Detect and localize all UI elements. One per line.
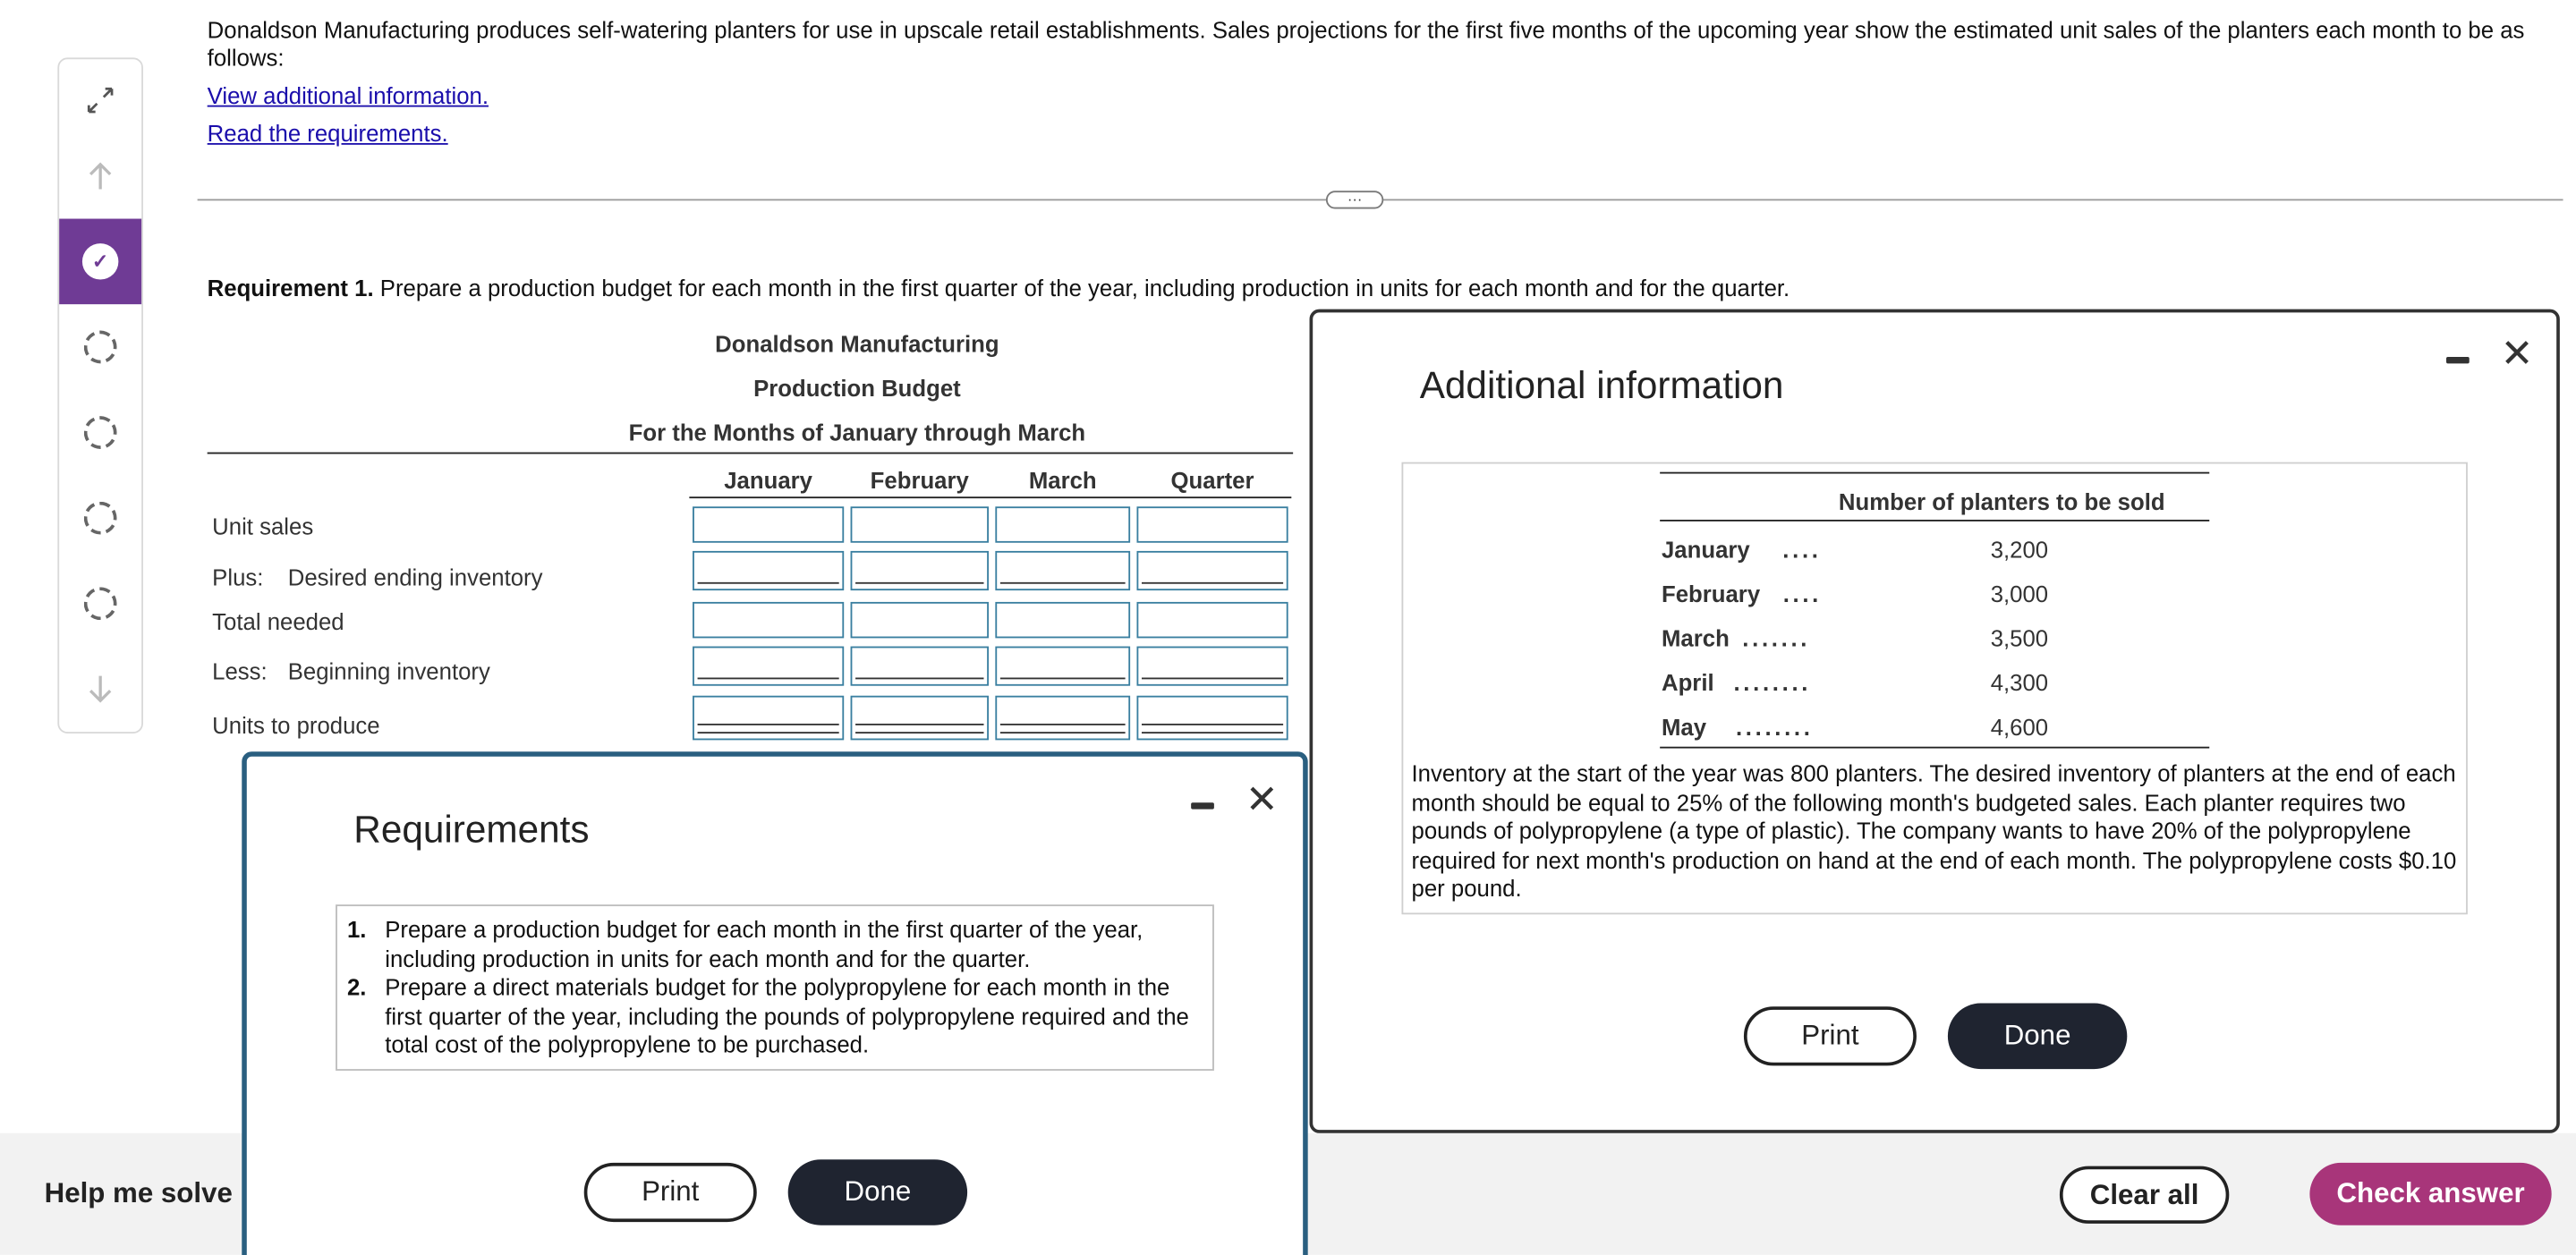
question-3-button[interactable] bbox=[59, 392, 141, 474]
input-beginning-inventory-january[interactable] bbox=[693, 647, 844, 686]
additional-info-paragraph: Inventory at the start of the year was 800 planters. The desired inventory of planters at the end of each month should be equal to 25% of the following month's budgeted sales. Each planter requires two pounds of polypropylene (a type of plastic). The company wants to have 20% of the polypropylene required for next month's production on hand at the end of each month. The polypropylene costs $0.10 per pound. bbox=[1411, 759, 2457, 902]
col-header-quarter: Quarter bbox=[1170, 467, 1254, 494]
header-rule bbox=[689, 496, 1291, 498]
row-label-beginning-inventory: Less: Beginning inventory bbox=[212, 657, 490, 684]
requirements-title: Requirements bbox=[353, 807, 590, 851]
close-icon[interactable]: ✕ bbox=[2500, 332, 2534, 377]
table-header-rule bbox=[1660, 520, 2209, 522]
input-units-to-produce-january[interactable] bbox=[693, 696, 844, 741]
input-total-needed-quarter[interactable] bbox=[1136, 602, 1288, 638]
requirements-done-button[interactable]: Done bbox=[788, 1159, 967, 1225]
month-row: March ....... bbox=[1661, 624, 1811, 652]
minimize-icon[interactable] bbox=[1191, 802, 1214, 809]
budget-top-rule bbox=[208, 453, 1293, 454]
month-row: January .... bbox=[1661, 536, 1822, 563]
row-label-units-to-produce: Units to produce bbox=[212, 712, 380, 739]
requirement-1-prompt bbox=[208, 275, 1790, 301]
input-units-to-produce-quarter[interactable] bbox=[1136, 696, 1288, 741]
question-4-button[interactable] bbox=[59, 477, 141, 559]
budget-period: For the Months of January through March bbox=[628, 419, 1086, 446]
requirement-item: 2. Prepare a direct materials budget for the polypropylene for each month in the first quarter of the year, including the pounds of polypropylene required and the total cost of the polypropylene to be purchased. bbox=[346, 973, 1189, 1058]
input-beginning-inventory-march[interactable] bbox=[995, 647, 1130, 686]
col-header-february: February bbox=[870, 467, 969, 494]
requirement-1-label: Requirement 1. bbox=[207, 275, 374, 301]
budget-company: Donaldson Manufacturing bbox=[715, 330, 999, 357]
incomplete-circle-icon bbox=[84, 416, 117, 449]
requirement-item: 1. Prepare a production budget for each month in the first quarter of the year, including production in units for each month and for the quarter. bbox=[346, 916, 1143, 971]
next-question-button[interactable] bbox=[59, 648, 141, 730]
row-label-unit-sales: Unit sales bbox=[212, 513, 314, 540]
view-additional-info-link[interactable]: View additional information. bbox=[207, 81, 489, 109]
input-unit-sales-january[interactable] bbox=[693, 506, 844, 542]
input-ending-inventory-march[interactable] bbox=[995, 551, 1130, 590]
input-beginning-inventory-quarter[interactable] bbox=[1136, 647, 1288, 686]
incomplete-circle-icon bbox=[84, 502, 117, 535]
input-total-needed-february[interactable] bbox=[851, 602, 989, 638]
input-ending-inventory-january[interactable] bbox=[693, 551, 844, 590]
input-beginning-inventory-february[interactable] bbox=[851, 647, 989, 686]
additional-info-title: Additional information bbox=[1419, 363, 1784, 407]
question-nav-rail bbox=[57, 57, 143, 733]
requirements-list bbox=[336, 904, 1214, 1071]
input-total-needed-january[interactable] bbox=[693, 602, 844, 638]
question-1-button[interactable] bbox=[59, 219, 141, 305]
month-row: February .... bbox=[1661, 581, 1823, 607]
clear-all-button[interactable]: Clear all bbox=[2060, 1166, 2229, 1224]
input-ending-inventory-quarter[interactable] bbox=[1136, 551, 1288, 590]
input-unit-sales-february[interactable] bbox=[851, 506, 989, 542]
input-total-needed-march[interactable] bbox=[995, 602, 1130, 638]
close-icon[interactable]: ✕ bbox=[1245, 777, 1279, 823]
intro-text: Donaldson Manufacturing produces self-watering planters for use in upscale retail establishments. Sales projections for the first five months of the upcoming year show the estimated unit sales of the planters each month to be as follows: bbox=[207, 16, 2525, 72]
collapse-handle[interactable]: ··· bbox=[1326, 191, 1383, 208]
table-top-rule bbox=[1660, 472, 2209, 474]
planters-table-header: Number of planters to be sold bbox=[1838, 488, 2165, 515]
row-label-desired-ending-inventory: Plus: Desired ending inventory bbox=[212, 564, 543, 591]
month-value: 3,500 bbox=[1990, 624, 2049, 652]
question-5-button[interactable] bbox=[59, 563, 141, 645]
input-units-to-produce-march[interactable] bbox=[995, 696, 1130, 741]
previous-question-button[interactable] bbox=[59, 135, 141, 217]
read-requirements-link[interactable]: Read the requirements. bbox=[207, 120, 448, 147]
requirements-print-button[interactable]: Print bbox=[584, 1163, 757, 1222]
month-row: April ........ bbox=[1661, 669, 1812, 696]
additional-done-button[interactable]: Done bbox=[1948, 1004, 2127, 1070]
question-2-button[interactable] bbox=[59, 306, 141, 388]
month-row: May ........ bbox=[1661, 713, 1814, 741]
input-ending-inventory-february[interactable] bbox=[851, 551, 989, 590]
additional-print-button[interactable]: Print bbox=[1744, 1006, 1917, 1065]
additional-info-content bbox=[1401, 462, 2467, 915]
check-answer-button[interactable]: Check answer bbox=[2309, 1163, 2551, 1225]
input-unit-sales-march[interactable] bbox=[995, 506, 1130, 542]
requirement-1-text: Prepare a production budget for each month in the first quarter of the year, including production in units for each month and for the quarter. bbox=[373, 275, 1790, 301]
month-value: 4,300 bbox=[1990, 669, 2049, 696]
col-header-march: March bbox=[1028, 467, 1097, 494]
incomplete-circle-icon bbox=[84, 587, 117, 620]
arrow-down-icon bbox=[86, 673, 115, 706]
budget-title: Production Budget bbox=[753, 375, 961, 402]
month-value: 3,000 bbox=[1990, 581, 2049, 607]
problem-intro bbox=[208, 16, 2544, 148]
expand-icon bbox=[86, 86, 115, 115]
table-bottom-rule bbox=[1660, 747, 2209, 749]
expand-button[interactable] bbox=[59, 59, 141, 141]
month-value: 4,600 bbox=[1990, 713, 2049, 741]
month-value: 3,200 bbox=[1990, 536, 2049, 563]
arrow-up-icon bbox=[86, 159, 115, 192]
help-me-solve-button[interactable]: Help me solve bbox=[44, 1177, 233, 1209]
input-units-to-produce-february[interactable] bbox=[851, 696, 989, 741]
col-header-january: January bbox=[724, 467, 812, 494]
input-unit-sales-quarter[interactable] bbox=[1136, 506, 1288, 542]
row-label-total-needed: Total needed bbox=[212, 608, 344, 635]
check-x-icon: ✓ bbox=[82, 243, 118, 279]
minimize-icon[interactable] bbox=[2446, 357, 2470, 363]
incomplete-circle-icon bbox=[84, 331, 117, 364]
